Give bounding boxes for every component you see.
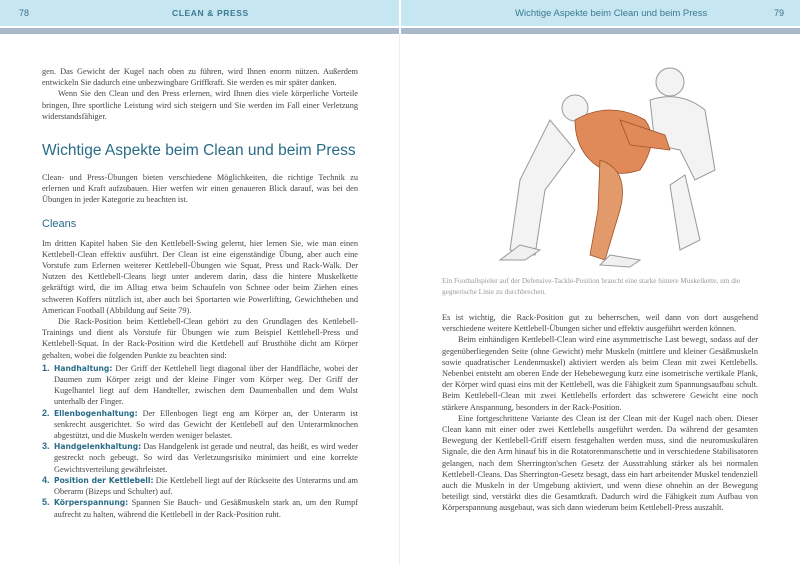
- paragraph: Beim einhändigen Kettlebell-Clean wird eine asymmetrische Last bewegt, sodass auf der gegenüberliegenden Seite (ohne Gewicht) mehr Muskeln (mittlere und kleiner Gesäßmuskeln sowie quadratischer Lendenmuskel) aktiviert werden als beim Clean mit zwei Kettlebells. Nebenbei entsteht am oberen Ende der Hebebewegung kurz eine isometrische vertikale Plank, der Körper wird quasi eins mit der Kettlebell, was die Fähigkeit zum Spannungsaufbau schult. Beim Kettlebell-Clean mit zwei Kettlebells erfordert das schwerere Gewicht eine noch stärkere Anspannung, besonders in der Rack-Position.: [442, 335, 758, 412]
- list-number: 1.: [42, 362, 50, 373]
- section-heading: Wichtige Aspekte beim Clean und beim Press: [42, 142, 356, 160]
- list-label: Ellenbogenhaltung:: [54, 408, 138, 418]
- list-item: [42, 497, 358, 519]
- left-page-number: 78: [19, 8, 30, 18]
- left-running-title: CLEAN & PRESS: [172, 8, 249, 18]
- rack-position-list: [42, 363, 358, 520]
- page-gutter: [399, 34, 400, 565]
- list-item: [42, 475, 358, 497]
- football-tackle-illustration: [480, 60, 760, 270]
- list-label: Handhaltung:: [54, 363, 113, 373]
- paragraph: Es ist wichtig, die Rack-Position gut zu beherrschen, weil dann von dort ausgehend verschiedene weitere Kettlebell-Übungen sicher und effektiv ausgeführt werden können.: [442, 313, 758, 334]
- right-page-body: [442, 312, 758, 514]
- right-page-number: 79: [774, 8, 785, 18]
- list-item: [42, 408, 358, 442]
- right-running-title: Wichtige Aspekte beim Clean und beim Press: [515, 8, 708, 19]
- list-text: Der Ellenbogen liegt eng am Körper an, der Unterarm ist senkrecht ausgerichtet. So wird das Gewicht der Kettlebell auf den Unterarmknochen abgestützt, und die Muskeln werden weniger belastet.: [54, 408, 358, 441]
- list-number: 4.: [42, 474, 50, 485]
- list-text: Das Handgelenk ist gerade und neutral, das heißt, es wird weder gestreckt noch gebeugt. So wird das Verletzungsrisiko minimiert und eine korrekte Gewichtsverteilung gewährleistet.: [54, 442, 358, 474]
- list-item: [42, 363, 358, 408]
- list-item: [42, 441, 358, 475]
- paragraph: Clean- und Press-Übungen bieten verschiedene Möglichkeiten, die richtige Technik zu erlernen und Kraft aufzubauen. Hier werfen wir einen genaueren Blick darauf, was bei den Übungen in jeder Kategorie zu beachten ist.: [42, 173, 358, 205]
- list-label: Körperspannung:: [54, 498, 129, 508]
- paragraph: gen. Das Gewicht der Kugel nach oben zu führen, wird Ihnen enorm nützen. Außerdem entwickeln Sie dadurch eine unbezwingbare Griffkraft. Sie werden es mir später danken.: [42, 67, 358, 88]
- list-number: 5.: [42, 497, 50, 508]
- list-label: Position der Kettlebell:: [54, 475, 154, 485]
- left-page-body: [42, 66, 358, 520]
- list-number: 2.: [42, 407, 50, 418]
- subsection-heading: Cleans: [42, 217, 77, 230]
- list-label: Handgelenkhaltung:: [54, 442, 142, 452]
- paragraph: Die Rack-Position beim Kettlebell-Clean gehört zu den Grundlagen des Kettlebell-Trainings und dient als Vorstufe für Übungen wie zum Beispiel Kettlebell-Press und Kettlebell-Squat. In der Rack-Position wird die Kettlebell auf Brusthöhe dicht am Körper gehalten, wobei die folgenden Punkte zu beachten sind:: [42, 317, 358, 360]
- figure-caption: Ein Footballspieler auf der Defensive-Tackle-Position braucht eine starke hintere Muskelkette, um die gegnerische Linie zu durchbrechen.: [442, 276, 741, 296]
- list-text: Der Griff der Kettlebell liegt diagonal über der Handfläche, wobei der Daumen zum Körper zeigt und der kleine Finger vom Körper weg. Der Griff der Kugelhantel liegt auf dem Handteller, zwischen dem Daumenballen und dem Wulst unterhalb der Finger.: [54, 363, 358, 407]
- list-text: Spannen Sie Bauch- und Gesäßmuskeln stark an, um den Rumpf aufrecht zu halten, während die Kettlebell in der Rack-Position ruht.: [54, 498, 358, 519]
- paragraph: Wenn Sie den Clean und den Press erlernen, wird Ihnen dies viele körperliche Vorteile bringen, Ihre sportliche Leistung wird sich steigern und Sie werden im Fall einer Verletzung widerstandsfähiger.: [42, 89, 358, 121]
- paragraph: Eine fortgeschrittene Variante des Clean ist der Clean mit der Kugel nach oben. Dieser Clean kann mit einer oder zwei Kettlebells ausgeführt werden. Da während der gesamten Bewegung der Kettlebell-Griff eisern festgehalten werden muss, sind die neuromuskulären Signale, die den Arm hinauf bis in die Rotatorenmanschette und in verschiedene Stabilisatoren gelangen, nach dem Sherrington'schen Gesetz der Ausstrahlung stärker als bei normalen Kettlebell-Cleans. Das Sherrington-Gesetz besagt, dass ein hart arbeitender Muskel tendenziell auch die Muskeln in der Umgebung aktiviert, und wenn diese ohnehin an der Bewegung beteiligt sind, verstärkt dies die Gesamtkraft. Dadurch wird die Fähigkeit zum Aufbau von Körperspannung ausgebaut, was sich dann wiederum beim Kettlebell-Press auszahlt.: [442, 413, 758, 513]
- header-rule-left: [0, 28, 399, 34]
- header-rule-right: [401, 28, 800, 34]
- list-number: 3.: [42, 441, 50, 452]
- list-text: Die Kettlebell liegt auf der Rückseite des Unterarms und am Oberarm (Bizeps und Schulter) auf.: [54, 475, 359, 497]
- paragraph: Im dritten Kapitel haben Sie den Kettlebell-Swing gelernt, hier lernen Sie, wie man einen Kettlebell-Clean effektiv ausführt. Der Clean ist eine eigenständige Übung, aber auch eine Vorstufe zum Erlernen weiterer Kettlebell-Übungen wie Squat, Press und Rack-Walk. Der Nutzen des Kettlebell-Cleans liegt unter anderem darin, dass die hintere Muskelkette gekräftigt wird, die im Alltag etwa beim Schaufeln von Schnee oder beim Ziehen eines schweren Koffers nützlich ist, aber auch bei Sportarten wie Powerlifting, Gewichtheben und American Football (Abbildung auf Seite 79).: [42, 238, 358, 315]
